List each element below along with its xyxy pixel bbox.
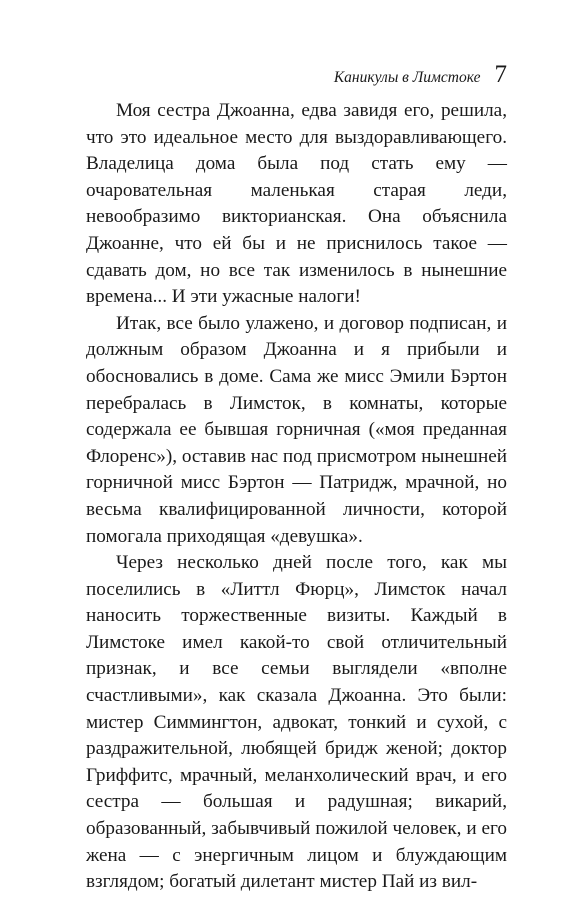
paragraph-2: Итак, все было улажено, и договор подписан, и должным образом Джоанна и я прибыли и обосновались в доме. Сама же мисс Эмили Бэртон перебралась в Лимсток, в комнаты, которые содержала ее бывшая горничная («моя преданная Флоренс»), оставив нас под присмотром нынешней горничной мисс Бэртон — Патридж, мрачной, но весьма квалифицированной личности, которой помогала приходящая «девушка». — [86, 312, 507, 547]
paragraph-1: Моя сестра Джоанна, едва завидя его, решила, что это идеальное место для выздоравливающего. Владелица дома была под стать ему — очаровательная маленькая старая леди, невообразимо викторианская. Она объяснила Джоанне, что ей бы и не приснилось такое — сдавать дом, но все так изменилось в нынешние времена... И эти ужасные налоги! — [86, 100, 507, 308]
page-number: 7 — [494, 61, 507, 88]
paragraph-3: Через несколько дней после того, как мы поселились в «Литтл Фюрц», Лимсток начал наносить торжественные визиты. Каждый в Лимстоке имел какой-то свой отличительный признак, и все семьи выглядели «вполне счастливыми», как сказала Джоанна. Это были: мистер Симмингтон, адвокат, тонкий и сухой, с раздражительной, любящей бридж женой; доктор Гриффитс, мрачный, меланхолический врач, и его сестра — большая и радушная; викарий, образованный, забывчивый пожилой человек, и его жена — с энергичным лицом и блуждающим взглядом; богатый дилетант мистер Пай из вил- — [86, 552, 507, 893]
running-head — [86, 62, 507, 92]
running-head-title: Каникулы в Лимстоке — [333, 69, 481, 86]
body-text — [86, 98, 507, 896]
